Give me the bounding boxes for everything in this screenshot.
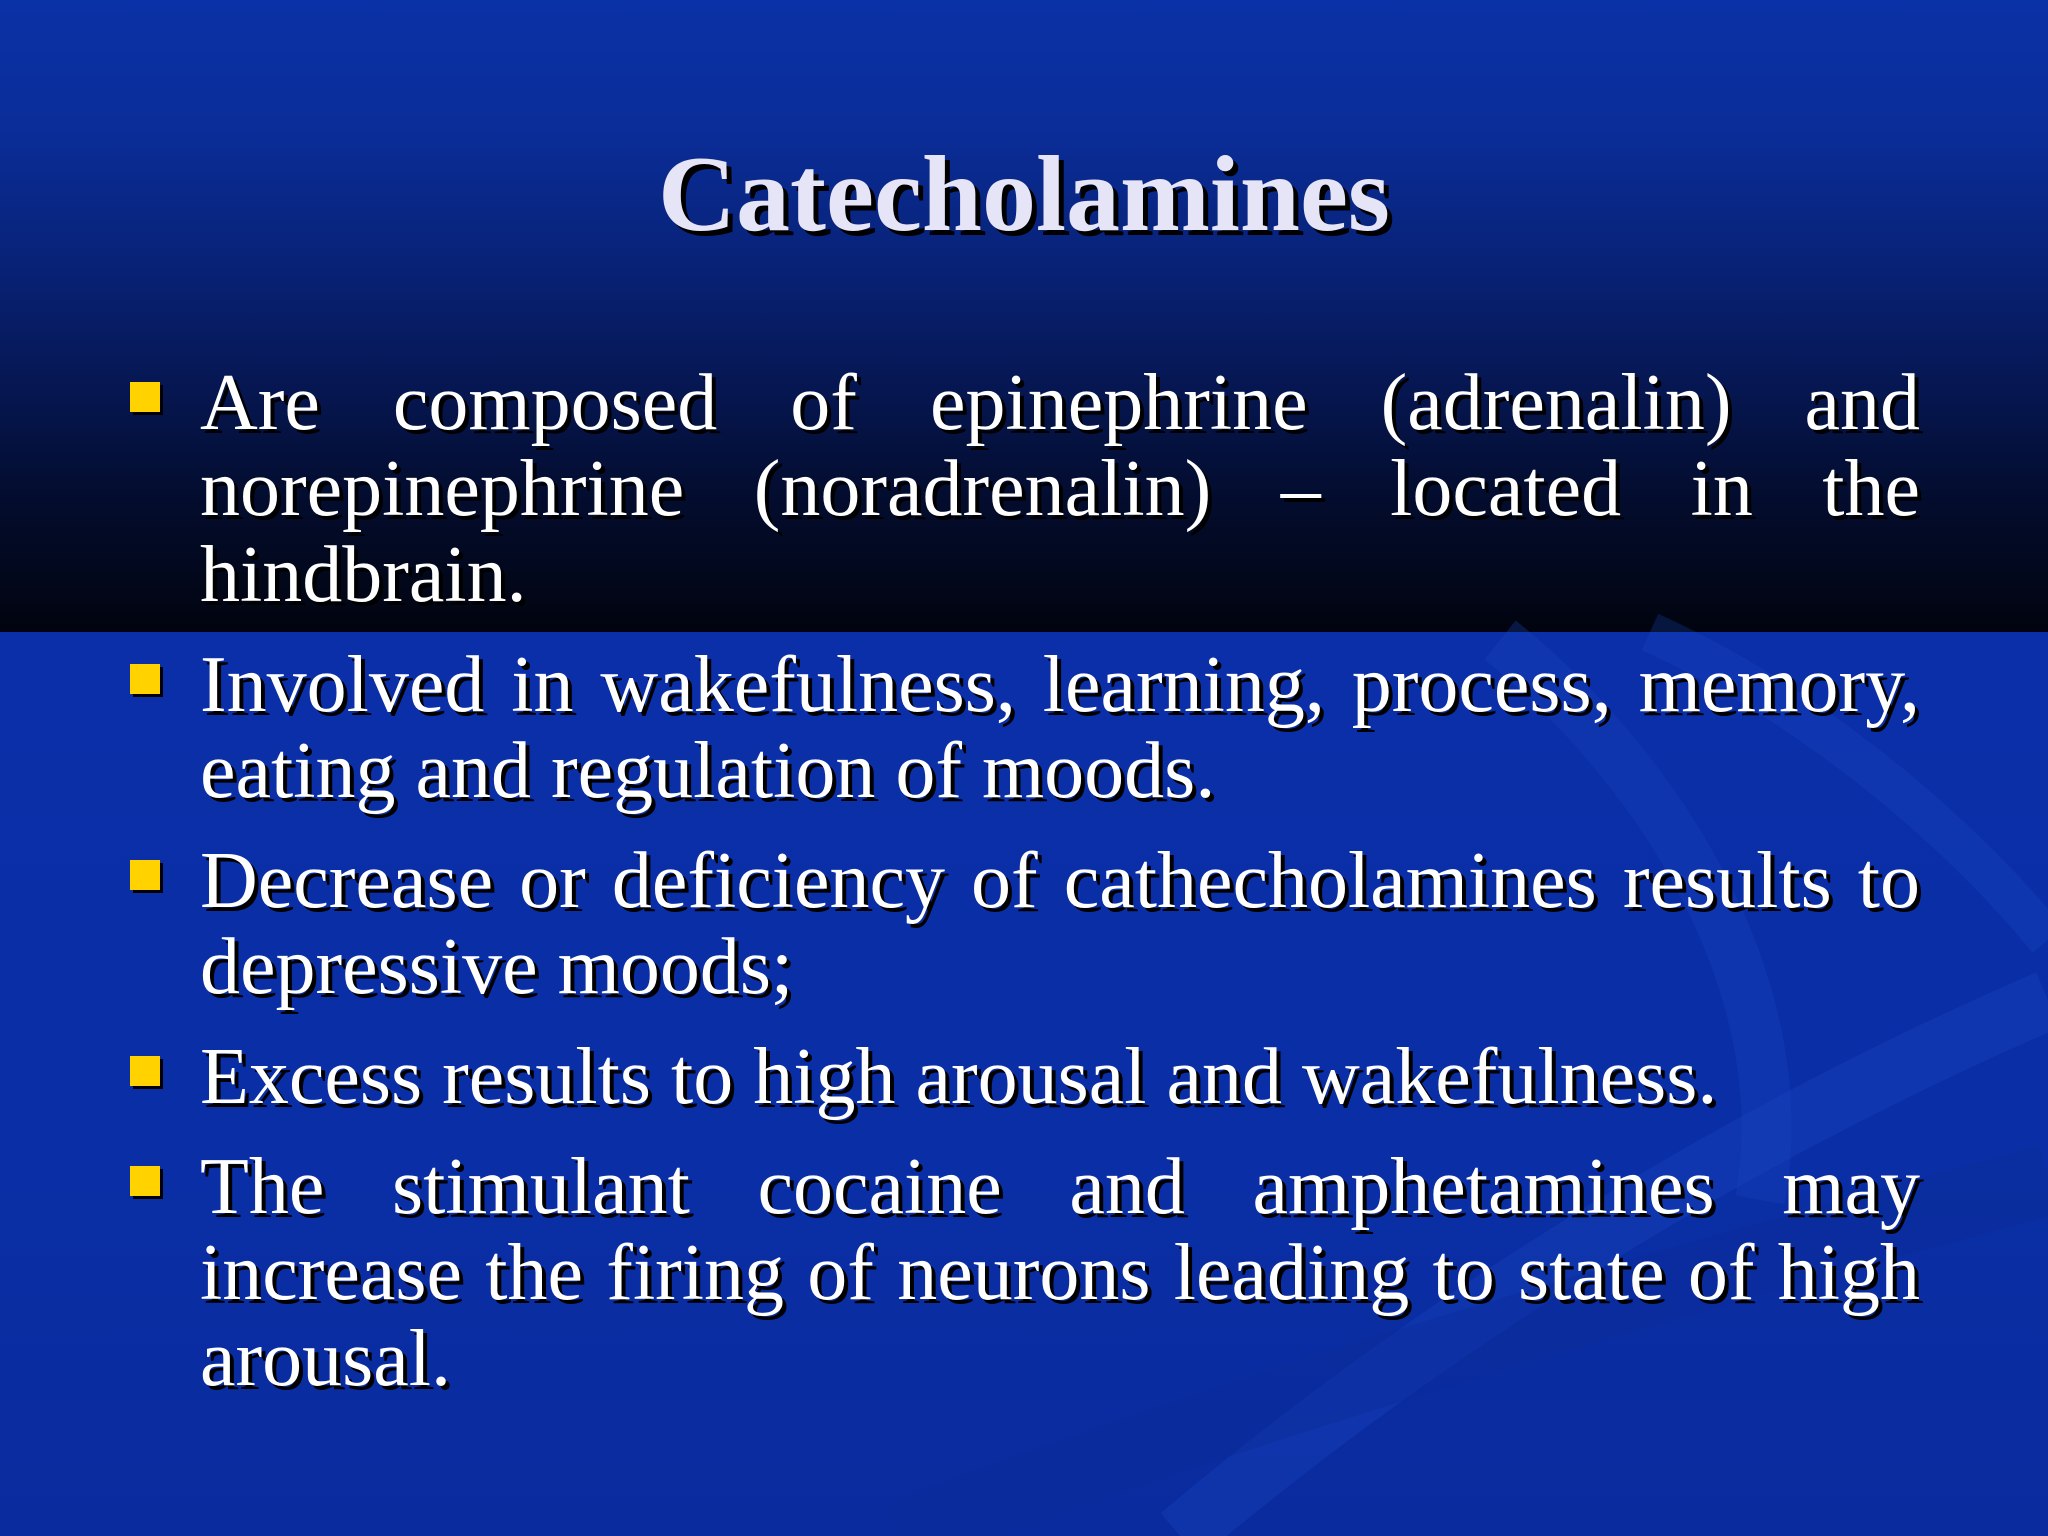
bullet-item: [120, 1144, 1920, 1402]
bullet-item: [120, 838, 1920, 1010]
square-bullet-icon: [130, 382, 160, 412]
square-bullet-icon: [130, 1166, 160, 1196]
square-bullet-icon: [130, 860, 160, 890]
bullet-item: [120, 1034, 1920, 1120]
bullet-text: The stimulant cocaine and amphetamines may increase the firing of neurons leading to state of high arousal.: [200, 1143, 1920, 1403]
bullet-text: Are composed of epinephrine (adrenalin) and norepinephrine (noradrenalin) – located in the hindbrain.: [200, 359, 1920, 619]
square-bullet-icon: [130, 1056, 160, 1086]
bullet-item: [120, 642, 1920, 814]
square-bullet-icon: [130, 664, 160, 694]
bullet-text: Excess results to high arousal and wakefulness.: [200, 1033, 1718, 1121]
slide-title: Catecholamines: [658, 135, 1390, 254]
bullet-list: [120, 360, 1920, 1402]
bullet-text: Decrease or deficiency of cathecholamines results to depressive moods;: [200, 837, 1920, 1011]
bullet-item: [120, 360, 1920, 618]
bullet-text: Involved in wakefulness, learning, process, memory, eating and regulation of moods.: [200, 641, 1920, 815]
